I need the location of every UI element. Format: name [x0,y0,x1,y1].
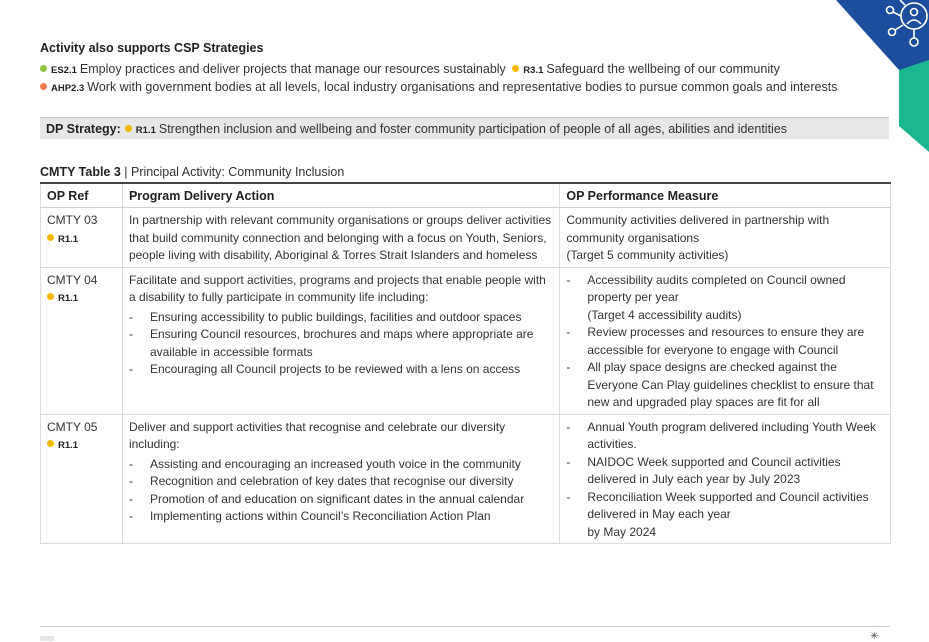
dp-strategy-text: Strengthen inclusion and wellbeing and foster community participation of people of all ages, abilities and identities [158,122,788,136]
op-ref-cell [41,267,123,414]
list-item: - All play space designs are checked against the Everyone Can Play guidelines checklist to ensure that new and upgraded play spaces are fit for all [566,359,884,412]
op-ref-code: R1.1 [58,233,79,245]
list-item: - Accessibility audits completed on Council owned property per year (Target 4 accessibility audits) [566,272,884,325]
list-item: - Reconciliation Week supported and Council activities delivered in May each year by May 2024 [566,489,884,542]
table-caption [40,165,344,179]
csp-text: Work with government bodies at all levels, local industry organisations and representative bodies to pursue common goals and interests [87,80,838,94]
op-ref-code: R1.1 [58,293,79,304]
program-delivery-action-cell [122,414,559,544]
header-op-ref: OP Ref [41,183,123,208]
op-ref-cell [41,414,123,544]
op-ref: CMTY 05 [47,419,98,434]
measure-list [566,419,884,542]
op-ref-cell [41,208,123,268]
table-row [41,208,891,268]
list-item: - Promotion of and education on significant dates in the annual calendar [129,491,553,509]
action-text: In partnership with relevant community organisations or groups deliver activities that build community connection and belonging with a focus on Youth, Seniors, people living with disability, Aboriginal & Torres Strait Islanders and homeless [128,213,552,262]
dp-strategy-label: DP Strategy: [46,122,121,136]
header-program-delivery-action: Program Delivery Action [122,183,559,208]
footer-divider [40,626,890,627]
yellow-dot-icon [47,293,54,300]
list-item: - Encouraging all Council projects to be reviewed with a lens on access [129,361,553,379]
orange-dot-icon [40,83,47,90]
measure-list [566,272,884,412]
csp-strategies-title: Activity also supports CSP Strategies [40,41,264,55]
op-ref: CMTY 03 [47,213,98,227]
performance-measure-cell [560,414,891,544]
list-item: - Annual Youth program delivered including Youth Week activities. [566,419,884,454]
csp-line-1 [40,61,900,79]
list-item: - Assisting and encouraging an increased youth voice in the community [129,456,553,474]
measure-text: Community activities delivered in partnership with community organisations (Target 5 community activities) [566,213,830,262]
yellow-dot-icon [512,65,519,72]
dp-strategy-bar [40,117,889,139]
op-ref: CMTY 04 [47,272,98,287]
action-list [129,456,553,526]
activity-table [40,182,891,544]
list-item: - Ensuring accessibility to public buildings, facilities and outdoor spaces [129,309,553,327]
list-item: - Implementing actions within Council’s Reconciliation Action Plan [129,508,553,526]
performance-measure-cell [560,208,891,268]
op-ref-strategy [47,289,116,308]
list-item: - NAIDOC Week supported and Council activities delivered in July each year by July 2023 [566,454,884,489]
op-ref-strategy [47,436,116,455]
program-delivery-action-cell [122,267,559,414]
list-item: - Review processes and resources to ensure they are accessible for everyone to engage with Council [566,324,884,359]
csp-code: AHP2.3 [51,83,85,94]
table-row [41,267,891,414]
action-list [129,309,553,379]
yellow-dot-icon [47,440,54,447]
list-item: - Ensuring Council resources, brochures and maps where appropriate are available in accessible formats [129,326,553,361]
header-op-performance-measure: OP Performance Measure [560,183,891,208]
csp-line-2 [40,79,900,97]
action-text: Facilitate and support activities, programs and projects that enable people with a disability to fully participate in community life including: [128,272,546,304]
footer-logo-fragment [40,636,54,641]
list-item: - Recognition and celebration of key dates that recognise our diversity [129,473,553,491]
op-ref-code: R1.1 [58,440,79,451]
op-ref-strategy [47,230,116,249]
action-text: Deliver and support activities that recognise and celebrate our diversity including: [128,419,506,451]
table-row [41,414,891,544]
yellow-dot-icon [125,125,132,132]
community-network-icon [887,0,928,46]
table-header-row [41,183,891,208]
yellow-dot-icon [47,234,54,241]
footer-star-icon: ✳ [870,631,879,642]
csp-code: ES2.1 [51,65,77,76]
table-caption-bold: CMTY Table 3 [40,165,121,179]
green-dot-icon [40,65,47,72]
csp-code: R3.1 [523,65,544,76]
table-caption-rest: | Principal Activity: Community Inclusion [120,165,345,179]
csp-text: Employ practices and deliver projects that manage our resources sustainably [79,62,506,76]
program-delivery-action-cell [122,208,559,268]
performance-measure-cell [560,267,891,414]
dp-strategy-code: R1.1 [135,125,156,136]
csp-strategies-section [40,41,900,97]
csp-text: Safeguard the wellbeing of our community [546,62,780,76]
